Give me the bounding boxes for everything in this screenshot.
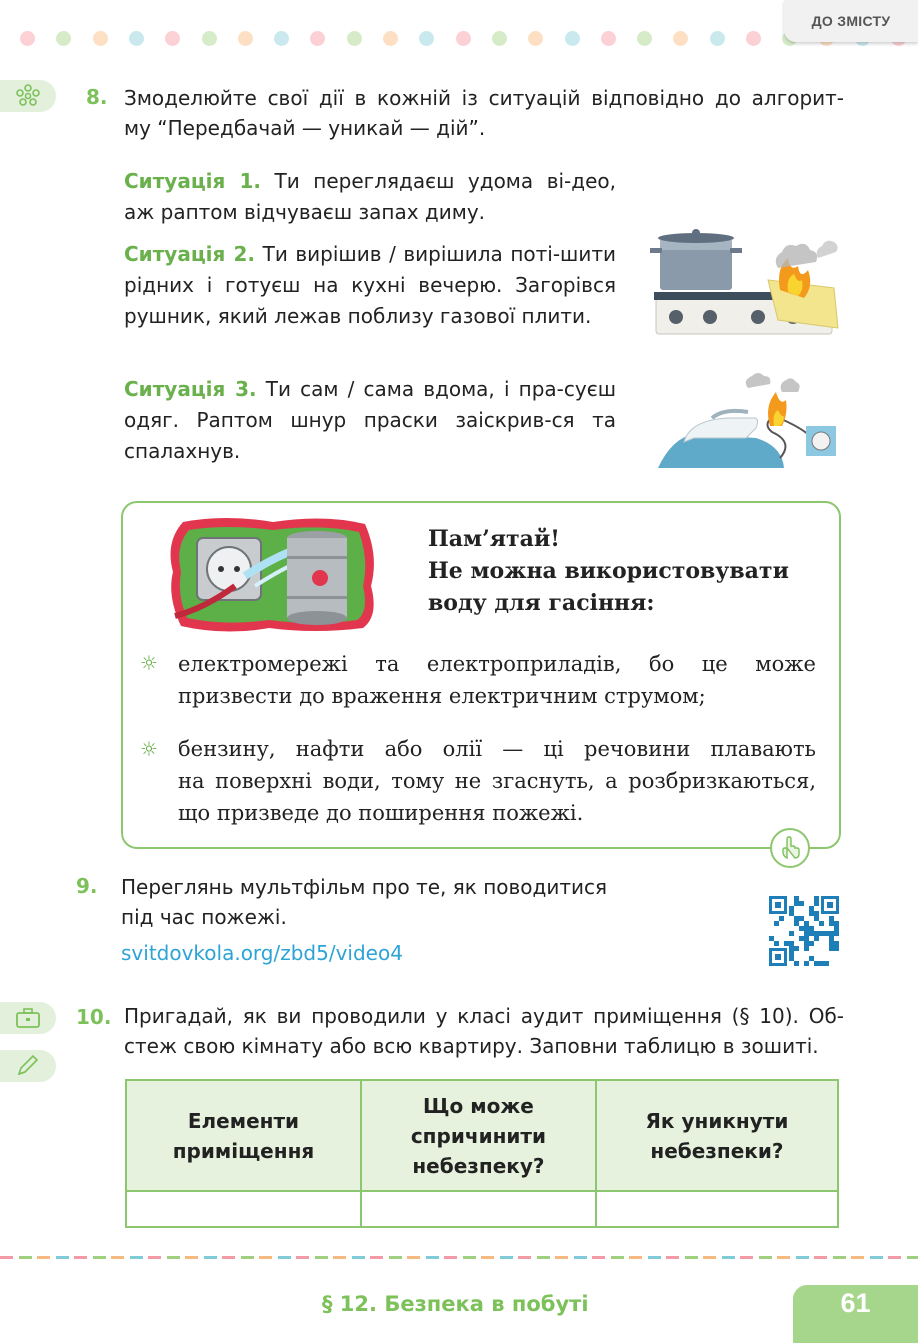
situation-2 [124,239,616,332]
task-text-line: Змоделюйте свої дії в кожній із ситуацій відповідно до алгорит- [124,86,844,110]
decorative-dot [673,31,688,46]
decorative-dot [129,31,144,46]
socket-and-barrel-illustration [165,516,379,634]
bullet-line: на поверхні води, тому не згаснуть, а розбризкаються, [178,769,816,793]
decorative-dot [310,31,325,46]
separator-dash [759,1256,772,1259]
decorative-dot [93,31,108,46]
separator-dash [833,1256,846,1259]
separator-dash [685,1256,698,1259]
separator-dash [796,1256,809,1259]
decorative-dot [20,31,35,46]
separator-dash [611,1256,624,1259]
bullet-line: бензину, нафти або олії — ці речовини плавають [178,737,816,761]
iron-fire-illustration [654,372,840,472]
situation-label: Ситуація 3. [124,377,257,401]
decorative-dot [528,31,543,46]
task-number: 8. [86,85,108,109]
header-line: небезпеку? [412,1153,545,1178]
separator-dash [204,1256,217,1259]
separator-dash [907,1256,918,1259]
decorative-dot [746,31,761,46]
separator-dash [870,1256,883,1259]
table-header-cell [126,1080,361,1191]
separator-dash [389,1256,402,1259]
header-line: Елементи [187,1108,300,1133]
task-text [121,872,651,932]
header-line: Як уникнути [645,1108,789,1133]
footer-separator [0,1256,918,1259]
header-line: приміщення [172,1138,315,1163]
remember-heading [428,523,789,619]
decorative-dot [637,31,652,46]
separator-dash [74,1256,87,1259]
remember-bullet-2 [178,733,816,829]
separator-dash [444,1256,457,1259]
decorative-dot [347,31,362,46]
situation-label: Ситуація 2. [124,242,256,266]
decorative-dot [492,31,507,46]
separator-dash [574,1256,587,1259]
decorative-dot [274,31,289,46]
hand-pointer-icon [770,828,810,868]
decorative-dot [419,31,434,46]
remember-heading-line: Не можна використовувати [428,558,789,584]
notebook-tab [0,1050,56,1082]
separator-dash [722,1256,735,1259]
decorative-dot [456,31,471,46]
table-cell [126,1191,361,1227]
separator-dash [851,1256,864,1259]
separator-dash [148,1256,161,1259]
decorative-dot [238,31,253,46]
remember-heading-line: воду для гасіння: [428,590,655,616]
video-link[interactable]: svitdovkola.org/zbd5/video4 [121,941,403,965]
table-of-contents-button[interactable]: ДО ЗМІСТУ [784,0,918,42]
separator-dash [777,1256,790,1259]
task-text-line: Переглянь мультфільм про те, як поводитися [121,875,608,899]
group-icon [14,83,42,109]
task-text [124,1001,844,1061]
table-header-cell [361,1080,596,1191]
separator-dash [407,1256,420,1259]
separator-dash [666,1256,679,1259]
situation-label: Ситуація 1. [124,169,261,193]
separator-dash [592,1256,605,1259]
bullet-line: електромережі та електроприладів, бо це може [178,652,816,676]
decorative-dot [710,31,725,46]
separator-dash [37,1256,50,1259]
separator-dash [0,1256,13,1259]
separator-dash [814,1256,827,1259]
separator-dash [463,1256,476,1259]
situation-3 [124,374,616,467]
task-text-line: під час пожежі. [121,905,287,929]
project-tab [0,1002,56,1034]
separator-dash [19,1256,32,1259]
separator-dash [259,1256,272,1259]
separator-dash [370,1256,383,1259]
separator-dash [426,1256,439,1259]
separator-dash [500,1256,513,1259]
table-header-row [126,1080,838,1191]
situation-text: Ти вирішив / вирішила поті-шити рідних і готуєш на кухні вечерю. Загорівся рушник, який лежав поблизу газової плити. [124,242,616,328]
task-number: 9. [76,874,98,898]
separator-dash [481,1256,494,1259]
separator-dash [537,1256,550,1259]
header-line: Що може [423,1093,534,1118]
separator-dash [130,1256,143,1259]
situation-text: Ти переглядаєш удома ві-део, аж раптом відчуваєш запах диму. [124,169,616,224]
separator-dash [315,1256,328,1259]
separator-dash [56,1256,69,1259]
separator-dash [241,1256,254,1259]
separator-dash [111,1256,124,1259]
page-number: 61 [793,1285,918,1343]
separator-dash [296,1256,309,1259]
sun-bullet-icon: ☼ [140,651,158,675]
situation-text: Ти сам / сама вдома, і пра-суєш одяг. Раптом шнур праски заіскрив-ся та спалахнув. [124,377,616,463]
stove-fire-illustration [648,228,842,336]
decorative-dot [601,31,616,46]
header-line: спричинити [410,1123,547,1148]
separator-dash [555,1256,568,1259]
separator-dash [352,1256,365,1259]
task-text-line: стеж свою кімнату або всю квартиру. Заповни таблицю в зошиті. [124,1034,819,1058]
header-line: небезпеки? [650,1138,784,1163]
qr-code[interactable] [769,896,839,966]
task-text-line: му “Передбачай — уникай — дій”. [124,116,486,140]
separator-dash [93,1256,106,1259]
decorative-dot [565,31,580,46]
situation-1 [124,166,616,228]
pencil-icon [15,1054,41,1078]
group-work-tab [0,80,56,112]
remember-title: Пам’ятай! [428,526,560,552]
decorative-dot [383,31,398,46]
remember-bullet-1 [178,648,816,712]
separator-dash [333,1256,346,1259]
decorative-dot [202,31,217,46]
task-text-line: Пригадай, як ви проводили у класі аудит приміщення (§ 10). Об- [124,1004,844,1028]
section-title: § 12. Безпека в побуті [322,1292,589,1316]
task-number: 10. [76,1005,112,1029]
decorative-dot-row [20,31,918,47]
decorative-dot [56,31,71,46]
table-cell [596,1191,838,1227]
separator-dash [888,1256,901,1259]
bullet-line: що призведе до поширення пожежі. [178,801,584,825]
separator-dash [278,1256,291,1259]
separator-dash [167,1256,180,1259]
separator-dash [648,1256,661,1259]
bullet-line: призвести до враження електричним струмом; [178,684,706,708]
table-header-cell [596,1080,838,1191]
sun-bullet-icon: ☼ [140,737,158,761]
separator-dash [518,1256,531,1259]
task-text [124,83,844,143]
decorative-dot [165,31,180,46]
table-cell [361,1191,596,1227]
audit-table [125,1079,839,1228]
separator-dash [740,1256,753,1259]
briefcase-icon [15,1007,41,1029]
separator-dash [629,1256,642,1259]
separator-dash [222,1256,235,1259]
separator-dash [703,1256,716,1259]
separator-dash [185,1256,198,1259]
table-row [126,1191,838,1227]
